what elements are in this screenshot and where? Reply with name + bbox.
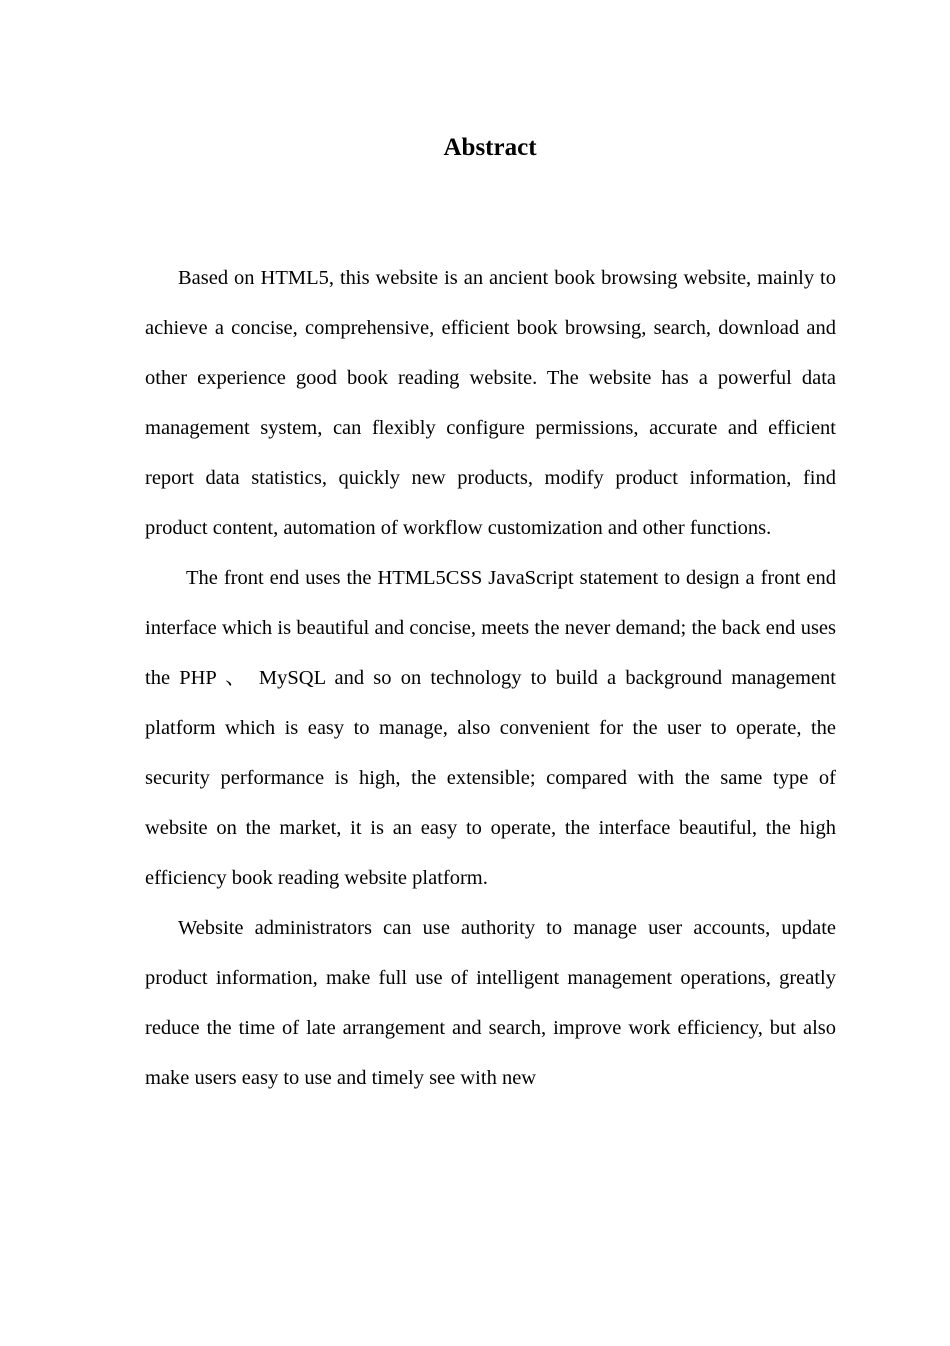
abstract-paragraph-3: Website administrators can use authority to manage user accounts, update product information, make full use of intelligent management operations, greatly reduce the time of late arrangement and search, improve work efficiency, but also make users easy to use and timely see with new [145, 917, 836, 1089]
abstract-paragraph-1: Based on HTML5, this website is an ancient book browsing website, mainly to achieve a concise, comprehensive, efficient book browsing, search, download and other experience good book reading website. The website has a powerful data management system, can flexibly configure permissions, accurate and efficient report data statistics, quickly new products, modify product information, find product content, automation of workflow customization and other functions. [145, 267, 836, 539]
abstract-body [145, 253, 836, 1103]
abstract-title: Abstract [443, 134, 537, 161]
abstract-paragraph-2: The front end uses the HTML5CSS JavaScript statement to design a front end interface which is beautiful and concise, meets the never demand; the back end uses the PHP 、 MySQL and so on technology to build a background management platform which is easy to manage, also convenient for the user to operate, the security performance is high, the extensible; compared with the same type of website on the market, it is an easy to operate, the interface beautiful, the high efficiency book reading website platform. [145, 567, 836, 889]
